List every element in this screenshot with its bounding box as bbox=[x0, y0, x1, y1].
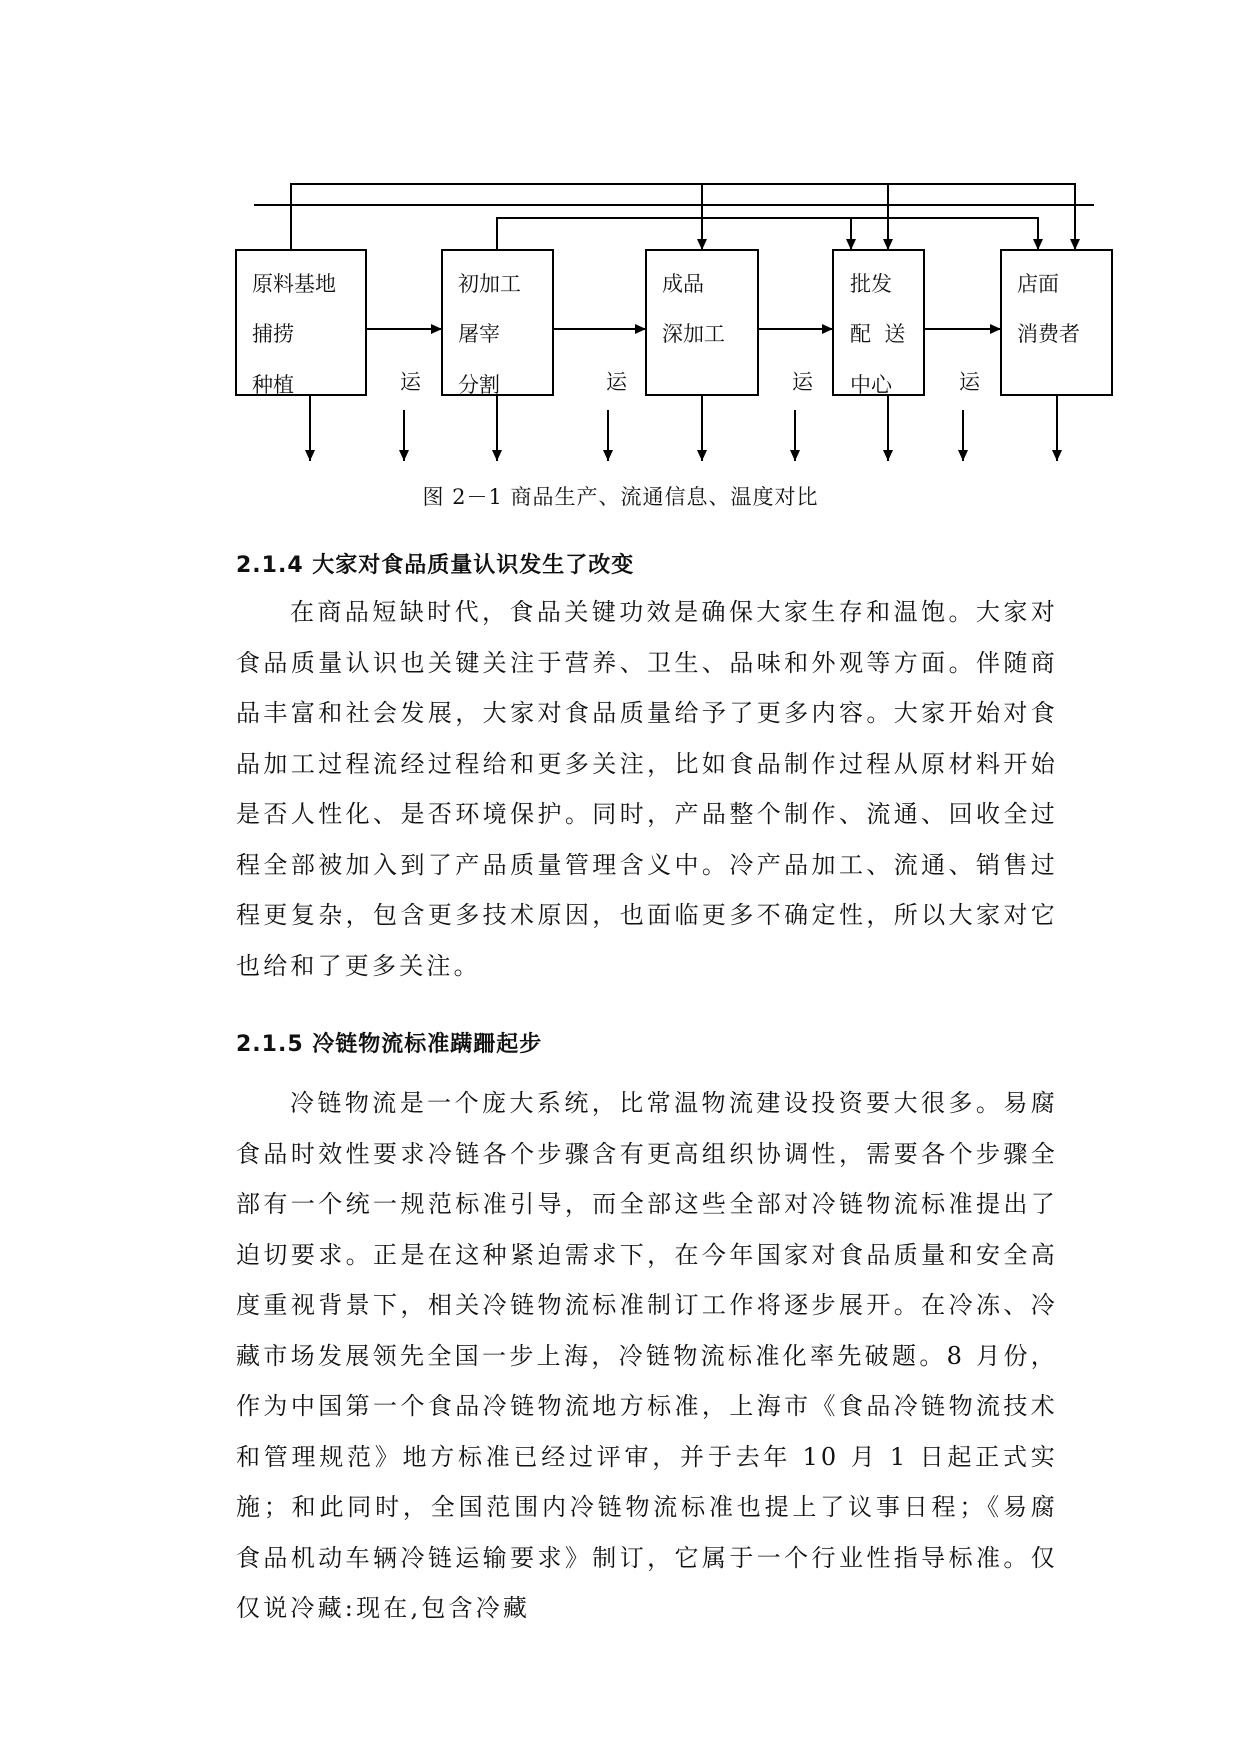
box-line: 消费者 bbox=[1017, 322, 1080, 346]
box-line: 配 送 bbox=[850, 322, 906, 346]
box-primary-processing-text bbox=[458, 272, 550, 394]
box-finished-product-text bbox=[662, 272, 756, 394]
figure-caption: 图 2－1 商品生产、流通信息、温度对比 bbox=[422, 485, 819, 509]
box-consumer-text bbox=[1017, 272, 1109, 394]
box-line: 成品 bbox=[662, 272, 704, 296]
info-line-lower bbox=[497, 218, 1038, 250]
section-paragraph-2-1-4: 在商品短缺时代，食品关键功效是确保大家生存和温饱。大家对食品质量认识也关键关注于营养、卫生、品味和外观等方面。伴随商品丰富和社会发展，大家对食品质量给予了更多内容。大家开始对食品加工过程流经过程给和更多关注，比如食品制作过程从原材料开始是否人性化、是否环境保护。同时，产品整个制作、流通、回收全过程全部被加入到了产品质量管理含义中。冷产品加工、流通、销售过程更复杂，包含更多技术原因，也面临更多不确定性，所以大家对它也给和了更多关注。 bbox=[236, 598, 1058, 980]
box-line: 屠宰 bbox=[458, 322, 500, 346]
transport-label: 运 bbox=[400, 370, 421, 394]
box-line: 初加工 bbox=[458, 272, 521, 296]
section-heading-2-1-5: 2.1.5 冷链物流标准蹒跚起步 bbox=[236, 1032, 543, 1057]
box-line: 捕捞 bbox=[252, 322, 294, 346]
box-line: 店面 bbox=[1017, 272, 1059, 296]
transport-label: 运 bbox=[959, 370, 980, 394]
box-line: 分割 bbox=[458, 373, 500, 394]
box-line: 种植 bbox=[252, 373, 294, 394]
section-heading-2-1-4: 2.1.4 大家对食品质量认识发生了改变 bbox=[236, 553, 635, 578]
box-line: 原料基地 bbox=[252, 272, 336, 296]
box-line: 中心 bbox=[850, 373, 892, 394]
supply-chain-diagram bbox=[0, 0, 1241, 480]
box-line: 批发 bbox=[850, 272, 892, 296]
transport-label: 运 bbox=[606, 370, 627, 394]
transport-label: 运 bbox=[792, 370, 813, 394]
box-line: 深加工 bbox=[662, 322, 725, 346]
section-paragraph-2-1-5: 冷链物流是一个庞大系统，比常温物流建设投资要大很多。易腐食品时效性要求冷链各个步骤含有更高组织协调性，需要各个步骤全部有一个统一规范标准引导，而全部这些全部对冷链物流标准提出了迫切要求。正是在这种紧迫需求下，在今年国家对食品质量和安全高度重视背景下，相关冷链物流标准制订工作将逐步展开。在冷冻、冷藏市场发展领先全国一步上海，冷链物流标准化率先破题。8 月份，作为中国第一个食品冷链物流地方标准，上海市《食品冷链物流技术和管理规范》地方标准已经过评审，并于去年 10 月 1 日起正式实施；和此同时，全国范围内冷链物流标准也提上了议事日程；《易腐食品机动车辆冷链运输要求》制订，它属于一个行业性指导标准。仅仅说冷藏:现在,包含冷藏 bbox=[236, 1089, 1058, 1622]
box-distribution-text bbox=[850, 272, 922, 394]
box-raw-material-text bbox=[252, 272, 362, 394]
